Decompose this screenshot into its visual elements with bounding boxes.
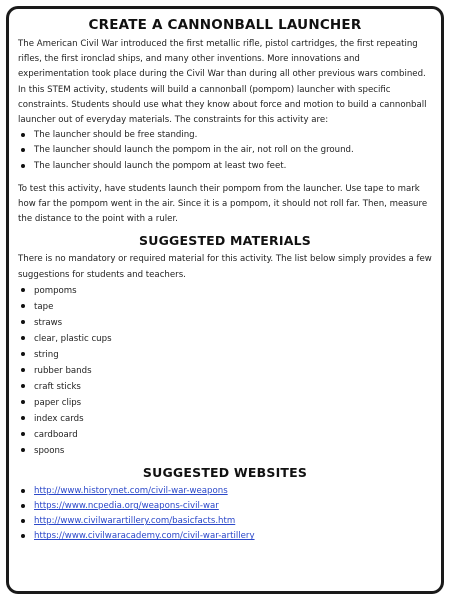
list-item bbox=[18, 499, 432, 514]
websites-heading: SUGGESTED WEBSITES bbox=[142, 464, 308, 480]
list-item bbox=[18, 484, 432, 499]
list-item: tape bbox=[18, 299, 432, 315]
list-item: cardboard bbox=[18, 427, 432, 443]
test-paragraph: To test this activity, have students launch their pompom from the launcher. Use tape to mark how far the pompom went in the air. Since it is a pompom, it should not roll far. Then, measure the distance to the point with a ruler. bbox=[18, 183, 428, 225]
list-item bbox=[18, 514, 432, 529]
list-item bbox=[18, 529, 432, 544]
websites-list bbox=[18, 484, 432, 545]
website-link[interactable]: http://www.historynet.com/civil-war-weapons bbox=[34, 485, 228, 496]
list-item: index cards bbox=[18, 411, 432, 427]
page-frame bbox=[6, 6, 444, 594]
materials-intro: There is no mandatory or required material for this activity. The list below simply provides a few suggestions for students and teachers. bbox=[18, 254, 432, 280]
list-item: pompoms bbox=[18, 283, 432, 299]
materials-heading: SUGGESTED MATERIALS bbox=[139, 233, 311, 249]
list-item: The launcher should launch the pompom in the air, not roll on the ground. bbox=[18, 143, 432, 158]
list-item: string bbox=[18, 347, 432, 363]
list-item: spoons bbox=[18, 443, 432, 459]
page-title: CREATE A CANNONBALL LAUNCHER bbox=[88, 17, 362, 33]
list-item: straws bbox=[18, 315, 432, 331]
list-item: rubber bands bbox=[18, 363, 432, 379]
list-item: The launcher should be free standing. bbox=[18, 128, 432, 143]
list-item: craft sticks bbox=[18, 379, 432, 395]
website-link[interactable]: http://www.civilwarartillery.com/basicfacts.htm bbox=[34, 516, 236, 527]
list-item: clear, plastic cups bbox=[18, 331, 432, 347]
document-page bbox=[9, 9, 441, 591]
list-item: paper clips bbox=[18, 395, 432, 411]
constraints-list bbox=[18, 128, 432, 174]
website-link[interactable]: https://www.civilwaracademy.com/civil-war-artillery bbox=[34, 531, 255, 542]
website-link[interactable]: https://www.ncpedia.org/weapons-civil-war bbox=[34, 501, 219, 512]
intro-paragraph: The American Civil War introduced the first metallic rifle, pistol cartridges, the first repeating rifles, the first ironclad ships, and many other inventions. More innovations and experimentation took place during the Civil War than during all other previous wars combined. In this STEM activity, students will build a cannonball (pompom) launcher with specific constraints. Students should use what they know about force and motion to build a cannonball launcher out of everyday materials. The constraints for this activity are: bbox=[18, 39, 427, 126]
list-item: The launcher should launch the pompom at least two feet. bbox=[18, 159, 432, 174]
materials-list bbox=[18, 283, 432, 459]
